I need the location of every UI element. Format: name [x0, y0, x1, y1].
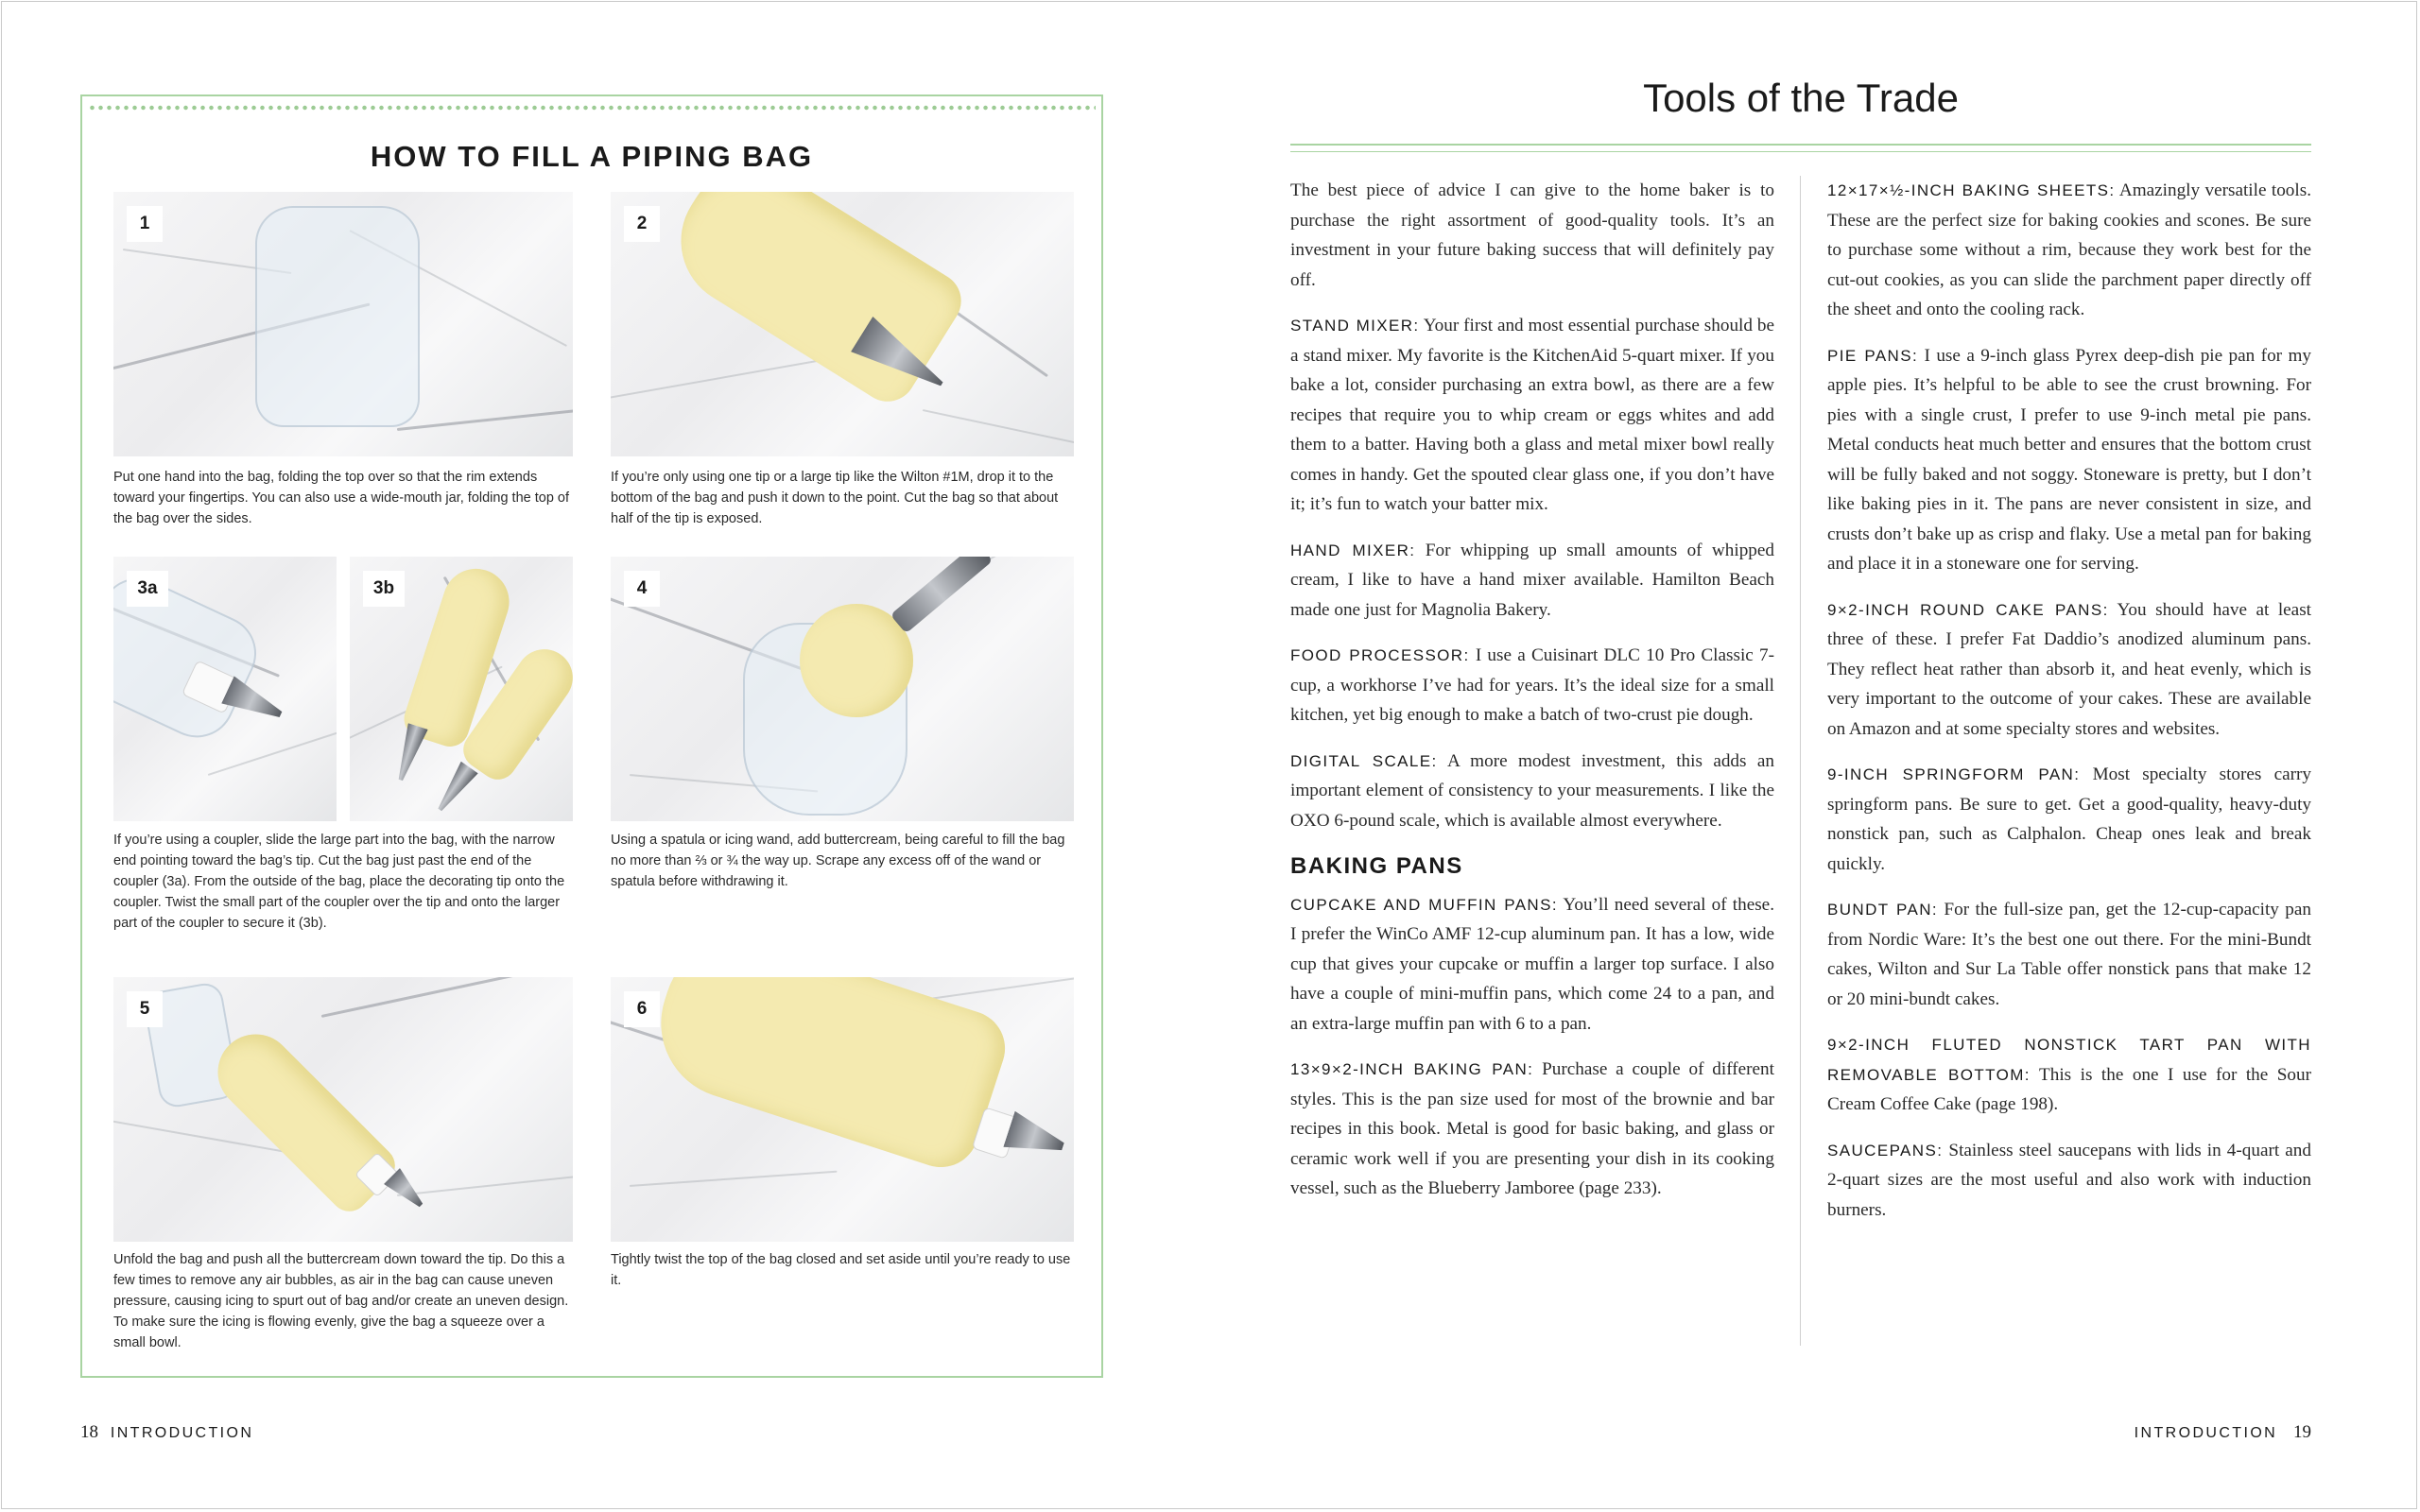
step-5-photo: [113, 977, 573, 1242]
step-badge: 3a: [127, 571, 168, 607]
digital-scale-entry: DIGITAL SCALE: A more modest investment, this adds an important element of consistency to your measurements. I like the OXO 6-pound scale, which is available almost everywhere.: [1290, 750, 1775, 831]
stand-mixer-entry: STAND MIXER: Your first and most essential purchase should be a stand mixer. My favorite is the KitchenAid 5-quart mixer. If you bake a lot, consider purchasing an extra bowl, as there are a few recipes that require you to whip cream or eggs whites and add them to a batter. Having both a glass and metal mixer bowl really comes in handy. Get the spouted clear glass one, if you don’t have it; it’s fun to watch your batter mix.: [1290, 316, 1774, 514]
step-1-photo: [113, 192, 573, 456]
cupcake-pans-entry: CUPCAKE AND MUFFIN PANS: You’ll need several of these. I prefer the WinCo AMF 12-cup aluminum pan. It has a low, wide cup that gives your cupcake or muffin a larger top surface. I also have a couple of mini-muffin pans, which come 24 to a pan, and an extra-large muffin pan with 6 to a pan.: [1290, 894, 1774, 1034]
step-3b-photo: [350, 557, 573, 821]
step-badge: 1: [127, 206, 163, 242]
step-badge: 6: [624, 991, 660, 1027]
baking-pans-heading: BAKING PANS: [1290, 853, 1463, 879]
running-head: INTRODUCTION: [110, 1425, 254, 1441]
title-rule-thin: [1290, 151, 2311, 152]
spatula: [890, 557, 994, 634]
step-3-caption: If you’re using a coupler, slide the large part into the bag, with the narrow end pointing toward the bag’s tip. Cut the bag just past the end of the coupler (3a). From the outside of the bag, place the decorating tip onto the coupler. Twist the small part of the coupler over the tip and onto the larger part of the coupler to secure it (3b).: [113, 833, 565, 931]
entry-label: SAUCEPANS:: [1827, 1141, 1944, 1160]
step-badge: 5: [127, 991, 163, 1027]
decorating-tip-2: [431, 762, 478, 816]
round-cake-pans-entry: 9×2-INCH ROUND CAKE PANS: You should have at least three of these. I prefer Fat Daddio’s anodized aluminum pans. They reflect heat rather than absorb it, and heat evenly, which is very important to the outcome of your cakes. These are available on Amazon and at some specialty stores and websites.: [1827, 599, 2311, 739]
intro-paragraph: The best piece of advice I can give to the home baker is to purchase the right assortment of good-quality tools. It’s an investment in your future baking success that will definitely pay off.: [1290, 180, 1774, 290]
food-processor-entry: FOOD PROCESSOR: I use a Cuisinart DLC 10 Pro Classic 7-cup, a workhorse I’ve had for years. It’s the ideal size for a small kitchen, yet big enough to make a batch of two-crust pie dough.: [1290, 645, 1774, 725]
entry-label: 9-INCH SPRINGFORM PAN:: [1827, 765, 2081, 783]
springform-pan-entry: 9-INCH SPRINGFORM PAN: Most specialty stores carry springform pans. Be sure to get. Get a good-quality, heavy-duty nonstick pan, such as Calphalon. Cheap ones leak and break quickly.: [1827, 765, 2311, 874]
entry-label: CUPCAKE AND MUFFIN PANS:: [1290, 895, 1558, 914]
step-3a-photo: [113, 557, 337, 821]
entry-label: FOOD PROCESSOR:: [1290, 646, 1470, 664]
step-6-photo: [611, 977, 1074, 1242]
step-1-caption: Put one hand into the bag, folding the top over so that the rim extends toward your fingertips. You can also use a wide-mouth jar, folding the top of the bag over the sides.: [113, 470, 570, 526]
panel-title: HOW TO FILL A PIPING BAG: [370, 140, 814, 173]
right-folio: [2135, 1422, 2311, 1443]
page-number: 19: [2293, 1422, 2311, 1442]
step-badge: 2: [624, 206, 660, 242]
entry-label: STAND MIXER:: [1290, 317, 1420, 335]
column-divider: [1800, 176, 1801, 1346]
baking-pan-entry: 13×9×2-INCH BAKING PAN: Purchase a couple of different styles. This is the pan size used for most of the brownie and bar recipes in this book. Metal is good for basic baking, and glass or ceramic work well if you are presenting your dish in its cooking vessel, such as the Blueberry Jamboree (page 233).: [1290, 1059, 1774, 1198]
entry-label: 9×2-INCH ROUND CAKE PANS:: [1827, 600, 2109, 619]
step-badge: 4: [624, 571, 660, 607]
step-4-photo: [611, 557, 1074, 821]
title-rule: [1290, 144, 2311, 146]
filled-bag: [642, 977, 1015, 1177]
step-2-caption: If you’re only using one tip or a large tip like the Wilton #1M, drop it to the bottom of the bag and push it down to the point. Cut the bag so that about half of the tip is exposed.: [611, 470, 1059, 526]
entry-label: 13×9×2-INCH BAKING PAN:: [1290, 1060, 1534, 1078]
hand-mixer-entry: HAND MIXER: For whipping up small amounts of whipped cream, I like to have a hand mixer available. Hamilton Beach made one just for Magnolia Bakery.: [1290, 540, 1775, 620]
entry-label: 12×17×½-INCH BAKING SHEETS:: [1827, 181, 2116, 199]
step-badge: 3b: [363, 571, 405, 607]
step-4-caption: Using a spatula or icing wand, add buttercream, being careful to fill the bag no more than ⅔ or ¾ the way up. Scrape any excess off of the wand or spatula before withdrawing it.: [611, 833, 1065, 889]
step-2-photo: [611, 192, 1074, 456]
pie-pans-entry: PIE PANS: I use a 9-inch glass Pyrex deep-dish pie pan for my apple pies. It’s helpful to be able to see the crust browning. For pies with a single crust, I prefer to use 9-inch metal pie pans. Metal conducts heat much better and ensures that the bottom crust will be fully baked and not soggy. Stoneware is pretty, but I don’t like baking pies in it. The pans are never consistent in size, and crusts don’t bake up as crisp and flaky. Use a metal pan for baking and place it in a stoneware one for serving.: [1827, 345, 2311, 574]
bundt-pan-entry: BUNDT PAN: For the full-size pan, get the 12-cup-capacity pan from Nordic Ware: It’s the best one out there. For the mini-Bundt cakes, Wilton and Sur La Table offer nonstick pans that make 12 or 20 mini-bundt cakes.: [1827, 900, 2311, 1009]
decorative-border: [88, 104, 1096, 112]
page-title: Tools of the Trade: [1643, 76, 1959, 120]
saucepans-entry: SAUCEPANS: Stainless steel saucepans with lids in 4-quart and 2-quart sizes are the most useful and also work with induction burners.: [1827, 1140, 2311, 1220]
entry-label: DIGITAL SCALE:: [1290, 751, 1438, 770]
baking-sheets-entry: 12×17×½-INCH BAKING SHEETS: Amazingly versatile tools. These are the perfect size for baking cookies and scones. Be sure to purchase some without a rim, because they work best for the cut-out cookies, as you can slide the parchment paper directly off the sheet and onto the cooling rack.: [1827, 180, 2311, 319]
decorating-tip: [1003, 1111, 1068, 1165]
entry-label: BUNDT PAN:: [1827, 901, 1939, 919]
tart-pan-entry: 9×2-INCH FLUTED NONSTICK TART PAN WITH REMOVABLE BOTTOM: This is the one I use for the Sour Cream Coffee Cake (page 198).: [1827, 1036, 2311, 1114]
decorating-tip: [390, 723, 427, 783]
right-column: [1827, 176, 2311, 1241]
step-5-caption: Unfold the bag and push all the buttercream down toward the tip. Do this a few times to remove any air bubbles, as air in the bag can cause uneven pressure, causing icing to spurt out of bag and/or create an uneven design. To make sure the icing is flowing evenly, give the bag a squeeze over a small bowl.: [113, 1252, 569, 1350]
entry-label: PIE PANS:: [1827, 346, 1919, 365]
decorating-tip: [221, 676, 287, 728]
page-number: 18: [80, 1422, 98, 1442]
step-6-caption: Tightly twist the top of the bag closed and set aside until you’re ready to use it.: [611, 1252, 1071, 1288]
entry-label: 9×2-INCH FLUTED NONSTICK TART PAN WITH REMOVABLE BOTTOM:: [1827, 1036, 2311, 1084]
jar-with-bag: [255, 206, 420, 427]
running-head: INTRODUCTION: [2134, 1425, 2278, 1441]
left-column: [1290, 176, 1774, 1220]
left-folio: [80, 1422, 253, 1443]
entry-label: HAND MIXER:: [1290, 541, 1416, 559]
